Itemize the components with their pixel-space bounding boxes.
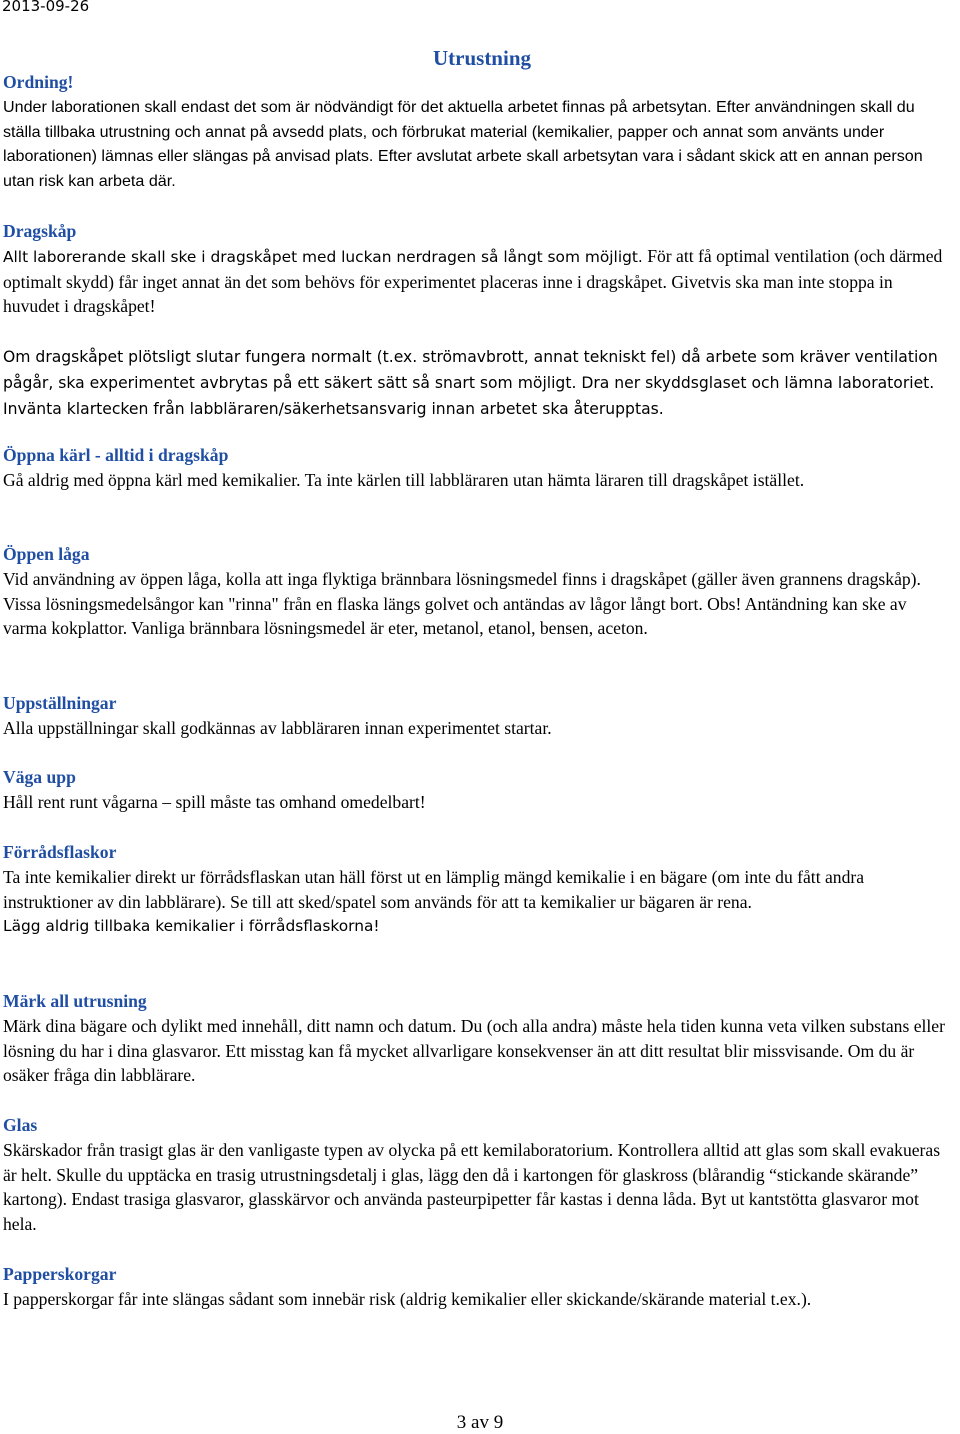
section-text-dragskap-2 <box>3 344 950 421</box>
page-title: Utrustning <box>432 46 532 70</box>
section-forradsflaskor <box>3 840 950 939</box>
section-heading-oppen-laga: Öppen låga <box>3 544 90 564</box>
section-heading-forradsflaskor: Förrådsflaskor <box>3 842 117 862</box>
section-text-glas: Skärskador från trasigt glas är den vanligaste typen av olycka på ett kemilaboratorium. Kontrollera alltid att glas som skall evakueras är helt. Skulle du upptäcka en trasig utrustningsdetalj i glas, lägg den då i kartongen för glaskross (blårandig “stickande skärande” kartong). Endast trasiga glasvaror, glasskärvor och använda pasteurpipetter får kastas i denna låda. Byt ut kantstötta glasvaror mot hela. <box>3 1139 941 1235</box>
section-heading-glas: Glas <box>3 1115 38 1135</box>
section-glas <box>3 1113 950 1237</box>
page-number: 3 av 9 <box>456 1412 504 1433</box>
section-text-vaga-upp: Håll rent runt vågarna – spill måste tas omhand omedelbart! <box>3 791 426 812</box>
document-date: 2013-09-26 <box>2 0 90 15</box>
section-heading-oppna-karl: Öppna kärl - alltid i dragskåp <box>3 445 229 465</box>
section-ordning <box>3 70 950 194</box>
section-heading-mark-all: Märk all utrusning <box>3 991 147 1011</box>
section-text-uppstallningar: Alla uppställningar skall godkännas av labbläraren innan experimentet startar. <box>3 717 552 738</box>
section-uppstallningar <box>3 691 950 741</box>
section-text-forradsflaskor: Ta inte kemikalier direkt ur förrådsflaskan utan häll först ut en lämplig mängd kemikalie i en bägare (om inte du fått andra instruktioner av din labblärare). Se till att sked/spatel som används för att ta kemikalier ur bägaren är rena. <box>3 866 865 912</box>
section-text-papperskorgar: I papperskorgar får inte slängas sådant som innebär risk (aldrig kemikalier eller skickande/skärande material t.ex.). <box>3 1288 812 1309</box>
section-heading-papperskorgar: Papperskorgar <box>3 1264 117 1284</box>
section-text-oppna-karl: Gå aldrig med öppna kärl med kemikalier. Ta inte kärlen till labbläraren utan hämta läraren till dragskåpet istället. <box>3 469 805 490</box>
section-dragskap-2 <box>3 344 950 421</box>
section-heading-dragskap: Dragskåp <box>3 221 77 241</box>
section-text-dragskap <box>3 244 950 319</box>
section-oppna-karl <box>3 443 950 493</box>
section-text-dragskap-2-text: Om dragskåpet plötsligt slutar fungera normalt (t.ex. strömavbrott, annat tekniskt fel) då arbete som kräver ventilation pågår, ska experimentet avbrytas på ett säkert sätt så snart som möjligt. Dra ner skyddsglaset och lämna laboratoriet. Invänta klartecken från labbläraren/säkerhetsansvarig innan arbetet ska återupptas. <box>3 348 938 418</box>
section-oppen-laga <box>3 542 950 641</box>
section-text-ordning: Under laborationen skall endast det som är nödvändigt för det aktuella arbetet finnas på arbetsytan. Efter användningen skall du ställa tillbaka utrustning och annat på avsedd plats, och förbrukat material (kemikalier, papper och annat som använts under laborationen) lämnas eller slängas på anvisad plats. Efter avslutat arbete skall arbetsytan vara i sådant skick att en annan person utan risk kan arbeta där. <box>3 97 923 191</box>
section-dragskap <box>3 219 950 319</box>
section-text-forradsflaskor-2: Lägg aldrig tillbaka kemikalier i förrådsflaskorna! <box>3 917 380 936</box>
section-mark-all <box>3 989 950 1088</box>
section-papperskorgar <box>3 1262 950 1312</box>
section-text-dragskap-a: Allt laborerande skall ske i dragskåpet med luckan nerdragen så långt som möjligt. <box>3 247 643 266</box>
section-heading-uppstallningar: Uppställningar <box>3 693 117 713</box>
section-heading-ordning: Ordning! <box>3 72 74 92</box>
section-vaga-upp <box>3 765 950 815</box>
section-text-oppen-laga: Vid användning av öppen låga, kolla att inga flyktiga brännbara lösningsmedel finns i dragskåpet (gäller även grannens dragskåp). Vissa lösningsmedelsångor kan "rinna" från en flaska längs golvet och antändas av lågor långt bort. Obs! Antändning kan ske av varma kokplattor. Vanliga brännbara lösningsmedel är eter, metanol, etanol, bensen, aceton. <box>3 568 921 639</box>
section-heading-vaga-upp: Väga upp <box>3 767 76 787</box>
section-text-mark-all: Märk dina bägare och dylikt med innehåll, ditt namn och datum. Du (och alla andra) måste hela tiden kunna veta vilken substans eller lösning du har i dina glasvaror. Ett misstag kan få mycket allvarligare konsekvenser än att ditt resultat blir missvisande. Om du är osäker fråga din labblärare. <box>3 1015 945 1086</box>
section-text-dragskap-b: För att få optimal ventilation (och därmed optimalt skydd) får inget annat än det som behövs för experimentet placeras inne i dragskåpet. Givetvis ska man inte stoppa in huvudet i dragskåpet! <box>3 245 943 317</box>
